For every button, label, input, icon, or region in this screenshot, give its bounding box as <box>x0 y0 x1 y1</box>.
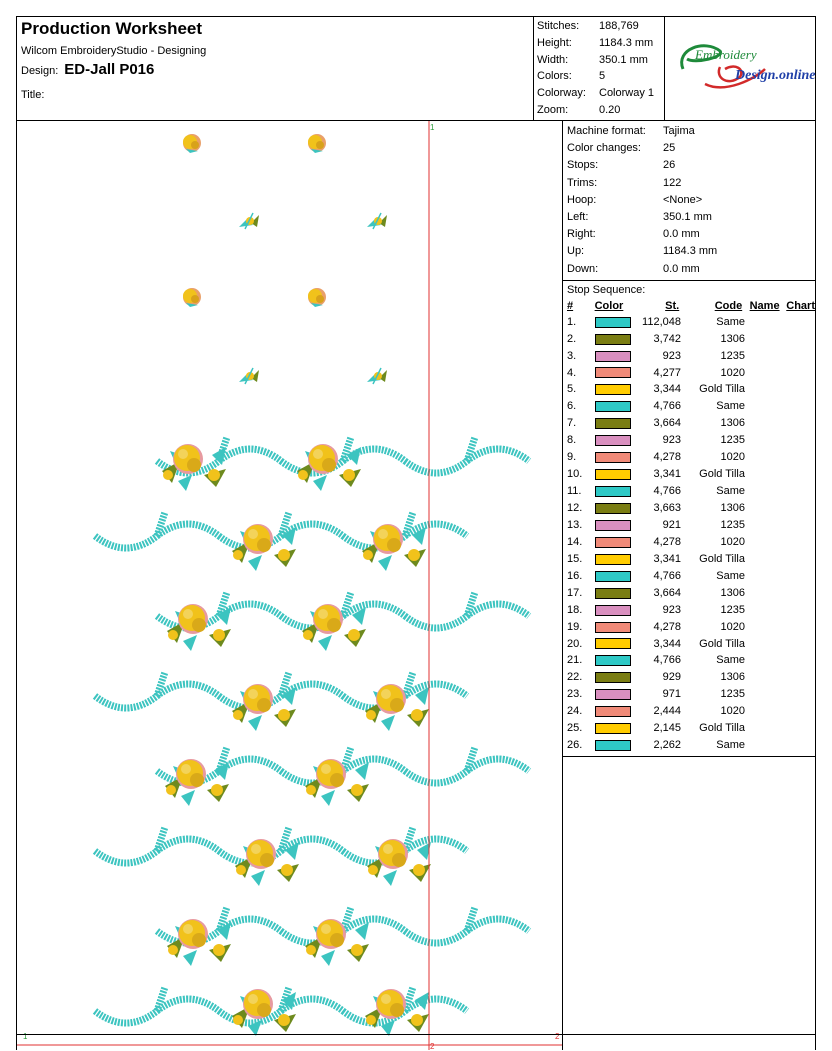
stop-num: 1. <box>567 315 577 328</box>
stop-row <box>563 602 815 619</box>
stop-code: 1235 <box>720 518 745 531</box>
design-value: ED-Jall P016 <box>64 61 155 78</box>
header-chart: Chart <box>786 299 815 312</box>
stop-code: 1306 <box>720 332 745 345</box>
stop-stitches: 2,145 <box>653 722 681 735</box>
flower-motif <box>183 134 201 153</box>
design-canvas <box>17 121 563 1050</box>
stop-stitches: 4,766 <box>653 485 681 498</box>
stop-code: 1020 <box>720 705 745 718</box>
stop-code: Same <box>716 654 745 667</box>
stop-code: Gold Tilla <box>699 383 745 396</box>
page-title: Production Worksheet <box>21 19 203 38</box>
stop-code: Same <box>716 739 745 752</box>
stop-code: Gold Tilla <box>699 637 745 650</box>
color-swatch <box>595 469 631 480</box>
stop-stitches: 3,664 <box>653 417 681 430</box>
bud-motif <box>239 368 259 384</box>
machine-table <box>563 121 815 281</box>
stop-code: 1235 <box>720 688 745 701</box>
stop-num: 11. <box>567 485 582 498</box>
stop-num: 10. <box>567 468 583 481</box>
rose-motif <box>305 759 369 806</box>
lattice-wave <box>157 592 529 628</box>
header-name: Name <box>749 299 780 312</box>
stop-code: Gold Tilla <box>699 552 745 565</box>
stat-label: Width: <box>537 53 569 66</box>
stop-row <box>563 517 815 534</box>
color-swatch <box>595 384 631 395</box>
bud-motif <box>239 213 259 229</box>
logo <box>664 17 816 120</box>
stop-num: 5. <box>567 383 577 396</box>
stop-code: 1235 <box>720 349 745 362</box>
stop-color-cell <box>591 365 633 382</box>
stop-row <box>563 652 815 669</box>
stop-code: Same <box>716 569 745 582</box>
rose-motif <box>297 444 361 491</box>
software-name: Wilcom EmbroideryStudio - Designing <box>21 45 207 57</box>
stop-rows <box>563 314 815 754</box>
stop-stitches: 923 <box>662 434 681 447</box>
stop-color-cell <box>591 415 633 432</box>
stop-color-cell <box>591 619 633 636</box>
stop-row <box>563 398 815 415</box>
stop-stitches: 4,278 <box>653 451 681 464</box>
machine-value: <None> <box>663 193 703 206</box>
stop-num: 6. <box>567 400 577 413</box>
bud-motif <box>367 368 387 384</box>
stop-num: 25. <box>567 722 583 735</box>
stop-num: 16. <box>567 569 583 582</box>
stop-stitches: 923 <box>662 349 681 362</box>
machine-row <box>567 175 815 192</box>
stat-row <box>535 35 663 52</box>
stop-row <box>563 568 815 585</box>
machine-row <box>567 243 815 260</box>
machine-label: Trims: <box>567 176 598 189</box>
stop-stitches: 4,277 <box>653 366 681 379</box>
stop-stitches: 923 <box>662 603 681 616</box>
machine-row <box>567 209 815 226</box>
stop-stitches: 3,341 <box>653 552 681 565</box>
rose-motif <box>365 989 429 1036</box>
stop-row <box>563 348 815 365</box>
stop-row <box>563 331 815 348</box>
stop-stitches: 3,663 <box>653 502 681 514</box>
stop-stitches: 3,742 <box>653 332 681 345</box>
worksheet-header <box>16 16 816 121</box>
rose-motif <box>162 444 226 491</box>
stop-row <box>563 551 815 568</box>
stop-stitches: 4,766 <box>653 654 681 667</box>
stop-sequence <box>563 281 815 757</box>
stop-sequence-title: Stop Sequence: <box>567 283 646 296</box>
color-swatch <box>595 655 631 666</box>
rose-motif <box>367 839 431 886</box>
color-swatch <box>595 317 631 328</box>
header-num: # <box>567 299 574 312</box>
color-swatch <box>595 571 631 582</box>
stop-code: 1020 <box>720 620 745 633</box>
stop-num: 12. <box>567 502 583 514</box>
stop-color-cell <box>591 348 633 365</box>
stop-num: 15. <box>567 552 583 565</box>
stop-stitches: 4,278 <box>653 535 681 548</box>
stop-code: Same <box>716 485 745 498</box>
stop-stitches: 971 <box>662 688 681 701</box>
color-swatch <box>595 554 631 565</box>
stop-stitches: 112,048 <box>642 315 681 328</box>
stop-num: 22. <box>567 671 583 684</box>
stop-stitches: 921 <box>662 518 681 531</box>
stop-num: 7. <box>567 417 577 430</box>
lattice-wave <box>95 827 467 863</box>
stop-color-cell <box>591 517 633 534</box>
stop-row <box>563 500 815 517</box>
rose-motif <box>365 684 429 731</box>
design-info <box>17 17 534 120</box>
stop-sequence-header <box>563 298 815 314</box>
stop-color-cell <box>591 398 633 415</box>
color-swatch <box>595 740 631 751</box>
machine-value: 25 <box>663 142 676 155</box>
stop-stitches: 2,444 <box>653 705 681 718</box>
stats-table <box>535 18 663 119</box>
color-swatch <box>595 723 631 734</box>
machine-row <box>567 261 815 278</box>
stop-num: 23. <box>567 688 583 701</box>
stop-row <box>563 720 815 737</box>
machine-label: Up: <box>567 245 585 258</box>
flower-motif <box>308 288 326 307</box>
marker-bottom: 2 <box>430 1042 435 1050</box>
stat-row <box>535 18 663 35</box>
stop-code: 1235 <box>720 434 745 447</box>
stop-row <box>563 703 815 720</box>
color-swatch <box>595 622 631 633</box>
design-preview <box>16 121 563 1050</box>
stop-code: 1020 <box>720 535 745 548</box>
color-swatch <box>595 334 631 345</box>
stop-color-cell <box>591 686 633 703</box>
stop-color-cell <box>591 381 633 398</box>
machine-label: Right: <box>567 228 596 241</box>
color-swatch <box>595 706 631 717</box>
stop-color-cell <box>591 720 633 737</box>
stop-code: 1306 <box>720 502 745 514</box>
stop-code: 1235 <box>720 603 745 616</box>
stat-row <box>535 52 663 69</box>
marker-top: 1 <box>430 123 435 132</box>
machine-label: Down: <box>567 262 599 275</box>
machine-value: 26 <box>663 159 676 172</box>
stop-color-cell <box>591 669 633 686</box>
stop-num: 21. <box>567 654 583 667</box>
header-code: Code <box>714 299 743 312</box>
machine-row <box>567 226 815 243</box>
lattice-wave <box>95 512 467 548</box>
stat-label: Stitches: <box>537 20 580 32</box>
stop-num: 2. <box>567 332 577 345</box>
stop-code: 1306 <box>720 671 745 684</box>
machine-label: Color changes: <box>567 142 641 155</box>
stop-color-cell <box>591 432 633 449</box>
machine-row <box>567 123 815 140</box>
stat-label: Zoom: <box>537 103 569 116</box>
stop-stitches: 3,341 <box>653 468 681 481</box>
machine-label: Left: <box>567 210 589 223</box>
stop-code: 1020 <box>720 451 745 464</box>
stop-code: 1306 <box>720 586 745 599</box>
stop-stitches: 4,766 <box>653 400 681 413</box>
stop-color-cell <box>591 652 633 669</box>
stop-row <box>563 636 815 653</box>
rose-motif <box>232 989 296 1036</box>
stop-row <box>563 619 815 636</box>
machine-value: 122 <box>663 176 682 189</box>
stop-stitches: 3,344 <box>653 637 681 650</box>
stop-row <box>563 534 815 551</box>
color-swatch <box>595 537 631 548</box>
stop-code: Gold Tilla <box>699 468 745 481</box>
stop-row <box>563 415 815 432</box>
machine-info <box>563 121 816 1050</box>
marker-left: 1 <box>23 1032 28 1041</box>
stop-num: 14. <box>567 535 583 548</box>
machine-value: 0.0 mm <box>663 262 700 275</box>
worksheet <box>16 16 816 1050</box>
stop-stitches: 4,766 <box>653 569 681 582</box>
color-swatch <box>595 367 631 378</box>
page-footer <box>16 1034 816 1051</box>
stop-color-cell <box>591 602 633 619</box>
machine-row <box>567 157 815 174</box>
color-swatch <box>595 503 631 514</box>
stat-value: 350.1 mm <box>599 53 648 66</box>
stop-row <box>563 483 815 500</box>
color-swatch <box>595 452 631 463</box>
stop-color-cell <box>591 636 633 653</box>
stop-stitches: 4,278 <box>653 620 681 633</box>
stop-code: Gold Tilla <box>699 722 745 735</box>
stat-value: 5 <box>599 70 606 83</box>
stop-stitches: 2,262 <box>653 739 681 752</box>
color-swatch <box>595 486 631 497</box>
flower-motif <box>183 288 201 307</box>
stop-color-cell <box>591 331 633 348</box>
color-swatch <box>595 435 631 446</box>
stat-value: 188,769 <box>599 20 639 32</box>
color-swatch <box>595 401 631 412</box>
color-swatch <box>595 588 631 599</box>
stat-value: 0.20 <box>599 103 621 116</box>
machine-value: Tajima <box>663 125 695 137</box>
stop-color-cell <box>591 703 633 720</box>
stop-row <box>563 381 815 398</box>
stop-row <box>563 432 815 449</box>
stop-stitches: 3,344 <box>653 383 681 396</box>
stat-value: 1184.3 mm <box>599 36 654 49</box>
machine-row <box>567 140 815 157</box>
color-swatch <box>595 520 631 531</box>
stop-row <box>563 365 815 382</box>
machine-value: 1184.3 mm <box>663 245 718 258</box>
flower-motif <box>308 134 326 153</box>
rose-motif <box>362 524 426 571</box>
stop-stitches: 929 <box>662 671 681 684</box>
stop-row <box>563 669 815 686</box>
stop-color-cell <box>591 551 633 568</box>
machine-label: Hoop: <box>567 193 597 206</box>
stop-num: 20. <box>567 637 583 650</box>
stop-num: 9. <box>567 451 577 464</box>
stop-color-cell <box>591 568 633 585</box>
stop-row <box>563 737 815 754</box>
stop-code: 1020 <box>720 366 745 379</box>
color-swatch <box>595 689 631 700</box>
stop-num: 18. <box>567 603 583 616</box>
rose-motif <box>305 919 369 966</box>
stop-row <box>563 585 815 602</box>
design-label: Design: <box>21 65 59 77</box>
stat-row <box>535 68 663 85</box>
stat-row <box>535 85 663 102</box>
machine-label: Stops: <box>567 159 599 172</box>
lattice-wave <box>95 672 467 708</box>
stop-row <box>563 314 815 331</box>
stop-color-cell <box>591 466 633 483</box>
stop-color-cell <box>591 737 633 754</box>
stop-num: 8. <box>567 434 577 447</box>
stop-num: 26. <box>567 739 583 752</box>
stop-row <box>563 686 815 703</box>
machine-row <box>567 192 815 209</box>
stop-num: 17. <box>567 586 583 599</box>
stop-num: 19. <box>567 620 583 633</box>
header-st: St. <box>665 299 680 312</box>
header-color: Color <box>594 299 624 312</box>
title-label: Title: <box>21 89 45 101</box>
stop-num: 3. <box>567 349 577 362</box>
stop-row <box>563 466 815 483</box>
stop-code: Same <box>716 400 745 413</box>
stop-num: 24. <box>567 705 583 718</box>
stat-row <box>535 102 663 119</box>
design-row <box>21 61 154 78</box>
stop-code: 1306 <box>720 417 745 430</box>
stop-stitches: 3,664 <box>653 586 681 599</box>
stop-color-cell <box>591 483 633 500</box>
stop-color-cell <box>591 500 633 517</box>
machine-value: 350.1 mm <box>663 210 712 223</box>
stop-color-cell <box>591 314 633 331</box>
stop-num: 4. <box>567 366 577 379</box>
machine-label: Machine format: <box>567 125 646 137</box>
stat-label: Colorway: <box>537 87 586 100</box>
bud-motif <box>367 213 387 229</box>
stop-code: Same <box>716 315 745 328</box>
color-swatch <box>595 638 631 649</box>
stop-color-cell <box>591 534 633 551</box>
color-swatch <box>595 418 631 429</box>
logo-text-1: Embroidery <box>695 47 757 62</box>
stop-row <box>563 449 815 466</box>
color-swatch <box>595 351 631 362</box>
color-swatch <box>595 605 631 616</box>
stat-value: Colorway 1 <box>599 87 655 100</box>
stop-color-cell <box>591 585 633 602</box>
logo-text-2: Design.online <box>735 68 816 83</box>
stop-num: 13. <box>567 518 583 531</box>
stop-color-cell <box>591 449 633 466</box>
marker-right: 2 <box>555 1032 560 1041</box>
stat-label: Height: <box>537 36 572 49</box>
machine-value: 0.0 mm <box>663 228 700 241</box>
color-swatch <box>595 672 631 683</box>
logo-mark <box>665 29 816 99</box>
stat-label: Colors: <box>537 70 572 83</box>
